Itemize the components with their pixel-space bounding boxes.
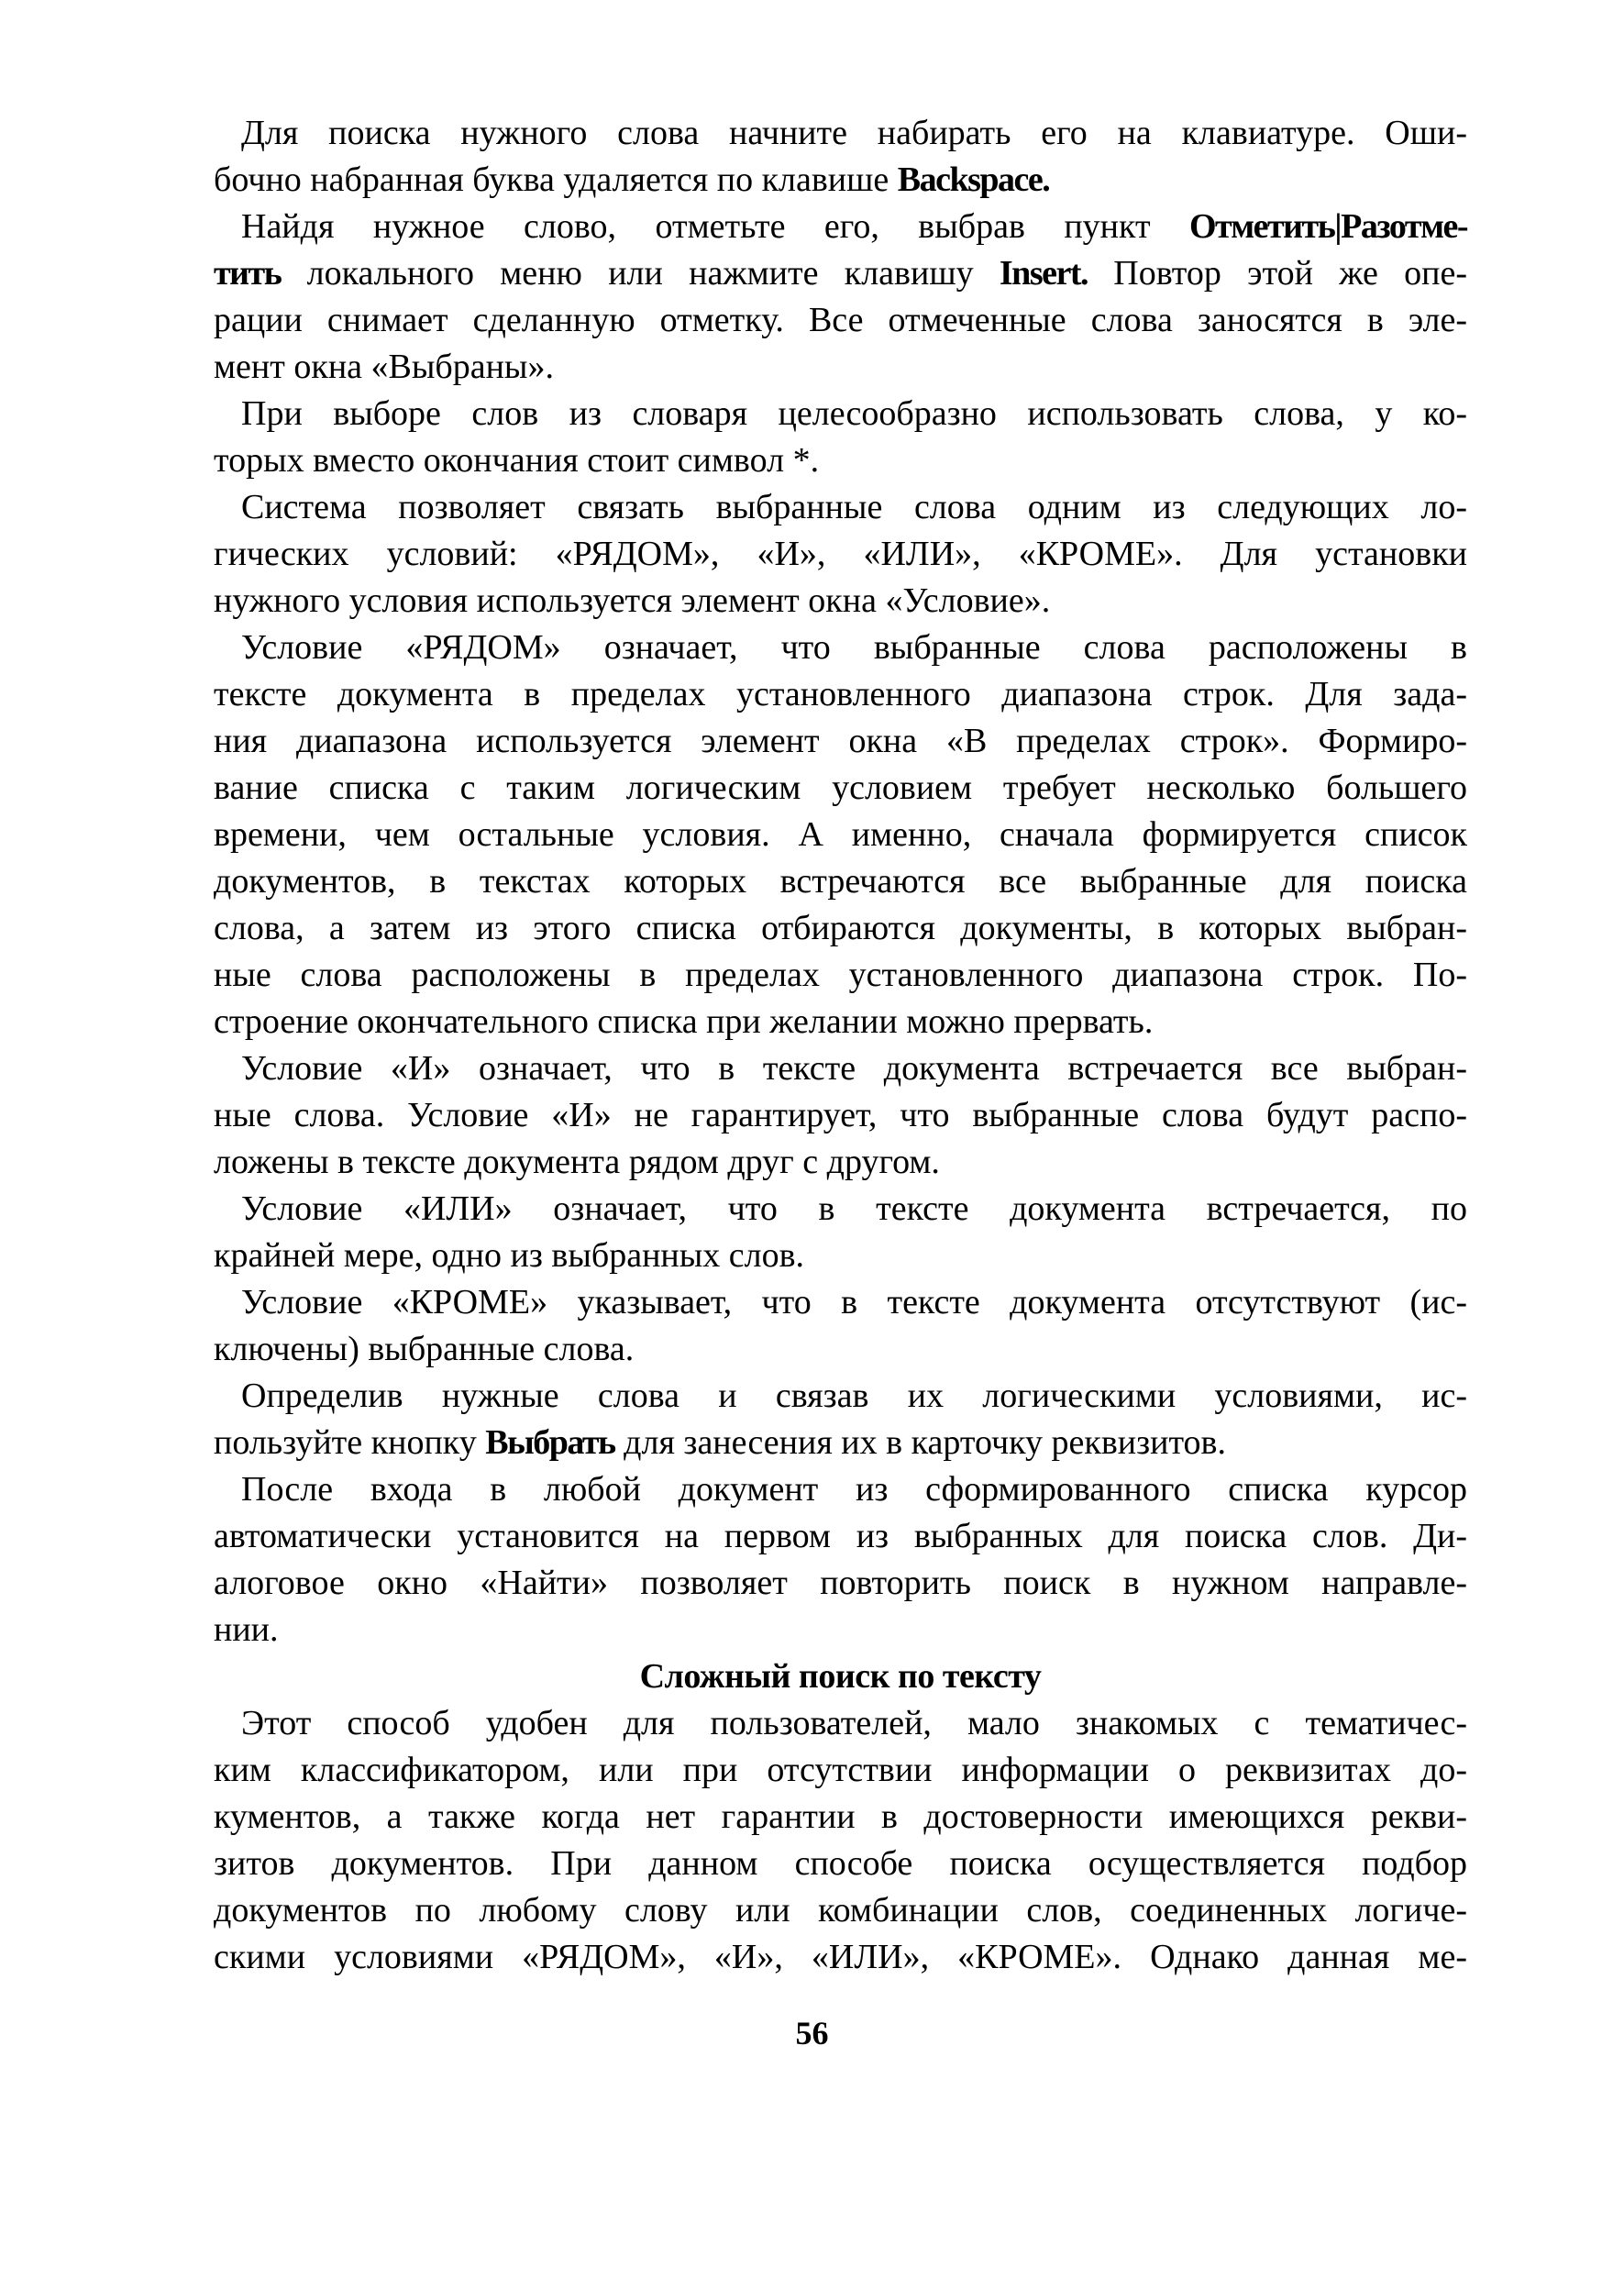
paragraph [214,1279,1467,1373]
paragraph [214,1700,1467,1981]
paragraph [214,391,1467,484]
text-line: ния диапазона используется элемент окна «В пределах строк». Формиро- [214,722,1467,760]
paragraph [214,1466,1467,1653]
paragraph [214,1186,1467,1279]
text-line: слова, а затем из этого списка отбираются документы, в которых выбран- [214,909,1467,947]
text-segment: для занесения их в карточку реквизитов. [614,1423,1226,1462]
bold-term: Backspace. [897,160,1050,199]
text-line: алоговое окно «Найти» позволяет повторить поиск в нужном направле- [214,1564,1467,1602]
paragraph [214,110,1467,204]
text-line: кументов, а также когда нет гарантии в достоверности имеющихся рекви- [214,1797,1467,1836]
text-line [214,250,1467,297]
page-number: 56 [795,2015,829,2051]
text-line: вание списка с таким логическим условием требует несколько большего [214,769,1467,807]
text-segment: Найдя нужное слово, отметьте его, выбрав пункт [241,207,1189,246]
text-line: автоматически установится на первом из выбранных для поиска слов. Ди- [214,1517,1467,1555]
text-line: После входа в любой документ из сформированного списка курсор [241,1470,1467,1509]
paragraph [214,625,1467,1045]
paragraph [214,204,1467,391]
text-segment: пользуйте кнопку [214,1423,486,1462]
text-line: Система позволяет связать выбранные слова одним из следующих ло- [241,488,1467,526]
page-body [214,110,1467,1981]
section-heading: Сложный поиск по тексту [639,1657,1042,1696]
bold-term: тить [214,254,282,293]
text-line: гических условий: «РЯДОМ», «И», «ИЛИ», «КРОМЕ». Для установки [214,535,1467,573]
text-line: мент окна «Выбраны». [214,348,554,386]
text-line [214,1420,1467,1466]
bold-term: Insert. [999,254,1088,293]
paragraph [214,1045,1467,1186]
text-line: ключены) выбранные слова. [214,1330,635,1368]
text-line: ные слова расположены в пределах установленного диапазона строк. По- [214,956,1467,994]
text-segment: Повтор этой же опе- [1088,254,1467,293]
paragraph [214,1373,1467,1466]
text-line: ким классификатором, или при отсутствии информации о реквизитах до- [214,1751,1467,1789]
text-line: времени, чем остальные условия. А именно, сначала формируется список [214,815,1467,854]
text-line: крайней мере, одно из выбранных слов. [214,1236,805,1275]
text-line [214,157,1467,204]
text-line: ложены в тексте документа рядом друг с другом. [214,1143,940,1181]
text-line: зитов документов. При данном способе поиска осуществляется подбор [214,1844,1467,1883]
bold-term: Выбрать [485,1423,615,1462]
text-line: Определив нужные слова и связав их логическими условиями, ис- [241,1377,1467,1415]
text-line: торых вместо окончания стоит символ *. [214,441,820,480]
text-segment: локального меню или нажмите клавишу [281,254,1000,293]
text-line: Условие «ИЛИ» означает, что в тексте документа встречается, по [241,1189,1467,1228]
bold-term: Отметить|Разотме- [1189,207,1467,246]
text-line: нии. [214,1610,279,1649]
paragraph [214,484,1467,625]
text-line: рации снимает сделанную отметку. Все отмеченные слова заносятся в эле- [214,301,1467,339]
text-line: документов по любому слову или комбинации слов, соединенных логиче- [214,1891,1467,1930]
text-line: тексте документа в пределах установленного диапазона строк. Для зада- [214,675,1467,713]
text-line: ные слова. Условие «И» не гарантирует, что выбранные слова будут распо- [214,1096,1467,1134]
text-line: Условие «КРОМЕ» указывает, что в тексте документа отсутствуют (ис- [241,1283,1467,1321]
text-line: Условие «РЯДОМ» означает, что выбранные слова расположены в [241,628,1467,667]
text-line: Этот способ удобен для пользователей, мало знакомых с тематичес- [241,1704,1467,1742]
text-line: скими условиями «РЯДОМ», «И», «ИЛИ», «КРОМЕ». Однако данная ме- [214,1938,1467,1976]
text-line: Для поиска нужного слова начните набирать его на клавиатуре. Оши- [241,114,1467,152]
text-line: При выборе слов из словаря целесообразно использовать слова, у ко- [241,394,1467,433]
text-line: строение окончательного списка при желании можно прервать. [214,1002,1154,1041]
text-segment: бочно набранная буква удаляется по клавише [214,160,898,199]
text-line [214,204,1467,250]
text-line: нужного условия используется элемент окна «Условие». [214,581,1051,620]
text-line: Условие «И» означает, что в тексте документа встречается все выбран- [241,1049,1467,1088]
text-line: документов, в текстах которых встречаются все выбранные для поиска [214,862,1467,901]
